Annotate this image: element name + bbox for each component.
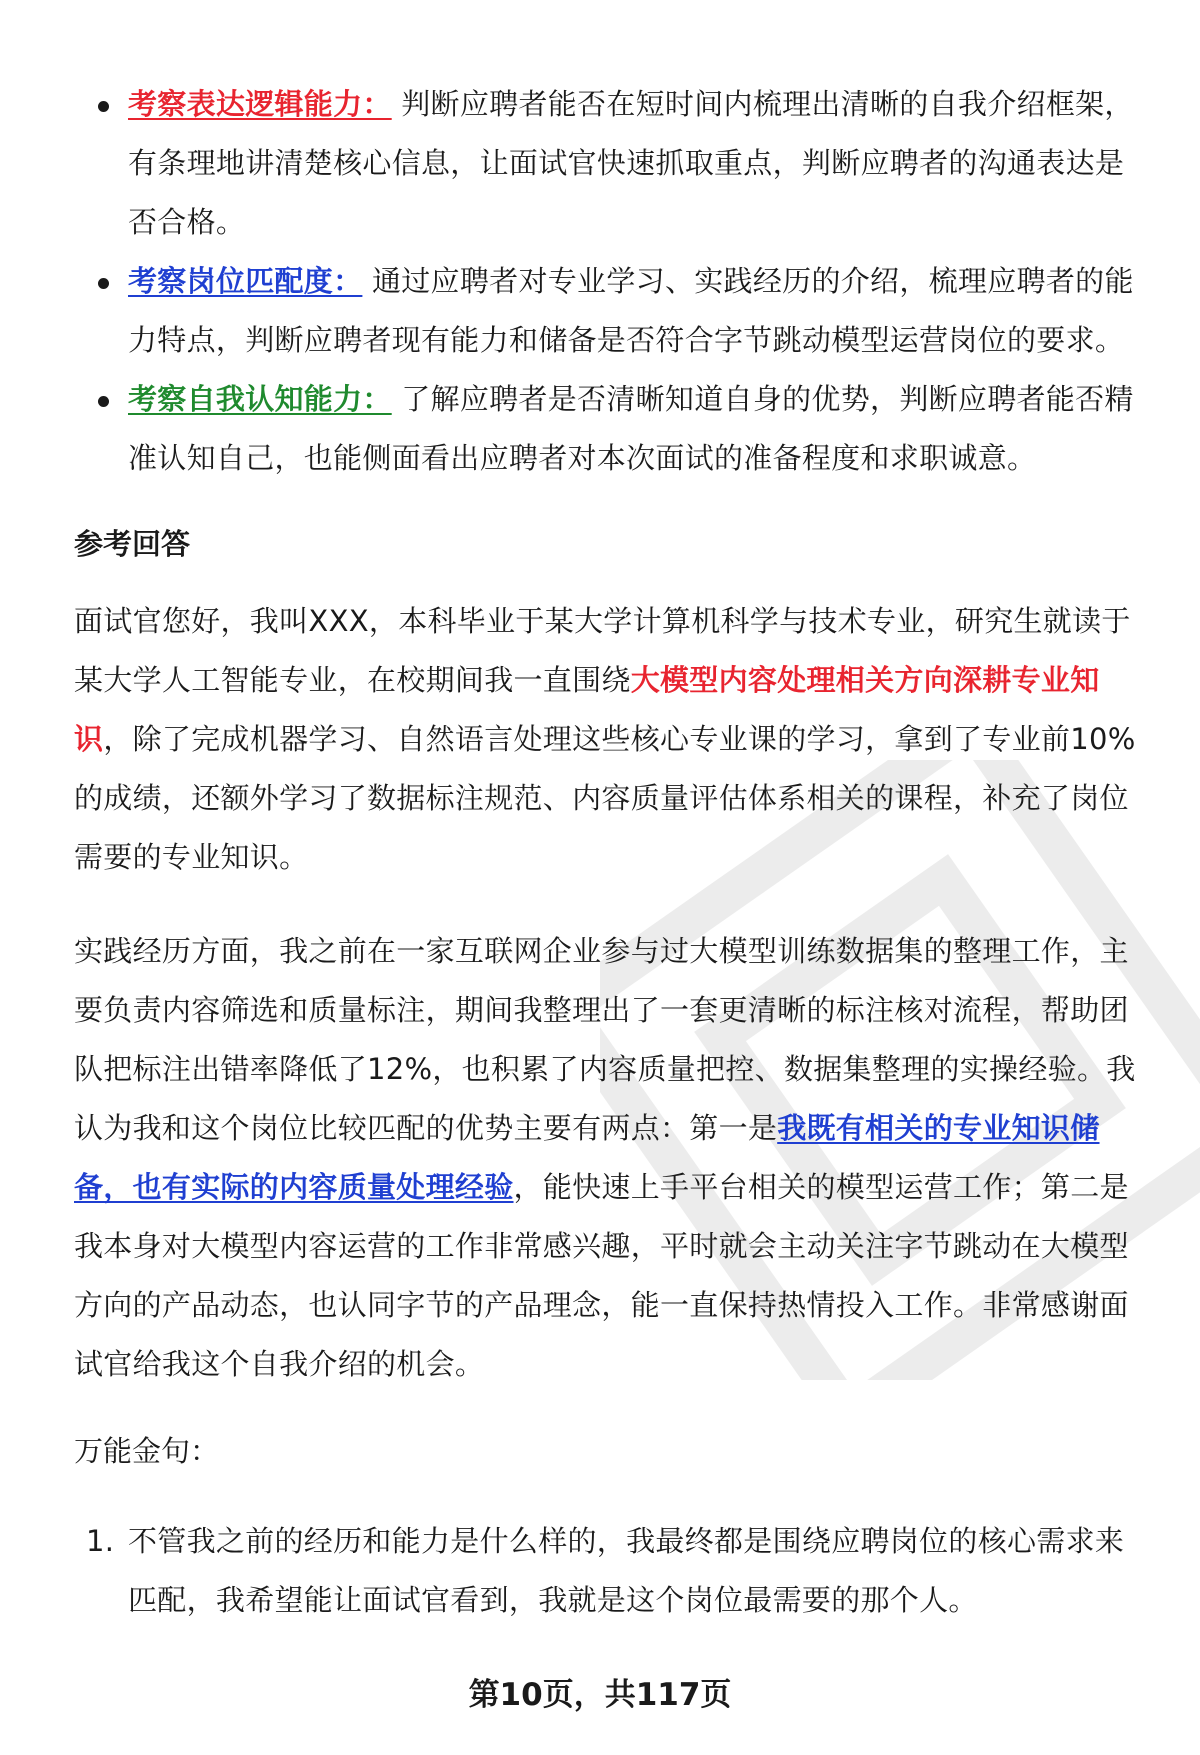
item-text: 不管我之前的经历和能力是什么样的，我最终都是围绕应聘岗位的核心需求来匹配，我希望能让面试官看到，我就是这个岗位最需要的那个人。 — [128, 1524, 1125, 1617]
golden-sentence-heading: 万能金句： — [74, 1434, 220, 1468]
golden-sentence-item — [0, 1512, 1200, 1630]
point-text: 通过应聘者对专业学习、实践经历的介绍，梳理应聘者的能力特点，判断应聘者现有能力和储备是否符合字节跳动模型运营岗位的要求。 — [128, 264, 1134, 357]
item-number: 1. — [86, 1524, 115, 1558]
answer-paragraph-1 — [74, 592, 1154, 887]
golden-sentence-list — [0, 1512, 1200, 1630]
answer-text: ，除了完成机器学习、自然语言处理这些核心专业课的学习，拿到了专业前10%的成绩，还额外学习了数据标注规范、内容质量评估体系相关的课程，补充了岗位需要的专业知识。 — [74, 722, 1136, 874]
answer-highlight: 我既有相关的专业知识储备，也有实际的内容质量处理经验 — [74, 1111, 1100, 1204]
bullet-dot-icon — [98, 101, 109, 112]
answer-text: 实践经历方面，我之前在一家互联网企业参与过大模型训练数据集的整理工作，主要负责内容筛选和质量标注，期间我整理出了一套更清晰的标注核对流程，帮助团队把标注出错率降低了12%，也积累了内容质量把控、数据集整理的实操经验。我认为我和这个岗位比较匹配的优势主要有两点：第一是 — [74, 934, 1136, 1145]
section-heading: 参考回答 — [74, 527, 191, 561]
answer-text: ，能快速上手平台相关的模型运营工作；第二是我本身对大模型内容运营的工作非常感兴趣，平时就会主动关注字节跳动在大模型方向的产品动态，也认同字节的产品理念，能一直保持热情投入工作。非常感谢面试官给我这个自我介绍的机会。 — [74, 1170, 1129, 1381]
page-number: 第10页，共117页 — [468, 1677, 732, 1713]
point-keyword: 考察岗位匹配度： — [128, 264, 363, 298]
answer-paragraph-2 — [74, 922, 1154, 1394]
assessment-point-self-awareness — [0, 370, 1200, 488]
assessment-points-list — [0, 75, 1200, 488]
bullet-dot-icon — [98, 278, 109, 289]
answer-highlight: 大模型内容处理相关方向深耕专业知识 — [74, 663, 1100, 756]
assessment-point-logic — [0, 75, 1200, 252]
point-keyword: 考察表达逻辑能力： — [128, 87, 392, 121]
assessment-point-fit — [0, 252, 1200, 370]
point-text: 判断应聘者能否在短时间内梳理出清晰的自我介绍框架，有条理地讲清楚核心信息，让面试官快速抓取重点，判断应聘者的沟通表达是否合格。 — [128, 87, 1134, 239]
point-keyword: 考察自我认知能力： — [128, 382, 392, 416]
answer-text: 面试官您好，我叫XXX，本科毕业于某大学计算机科学与技术专业，研究生就读于某大学人工智能专业，在校期间我一直围绕 — [74, 604, 1131, 697]
bullet-dot-icon — [98, 396, 109, 407]
point-text: 了解应聘者是否清晰知道自身的优势，判断应聘者能否精准认知自己，也能侧面看出应聘者对本次面试的准备程度和求职诚意。 — [128, 382, 1134, 475]
